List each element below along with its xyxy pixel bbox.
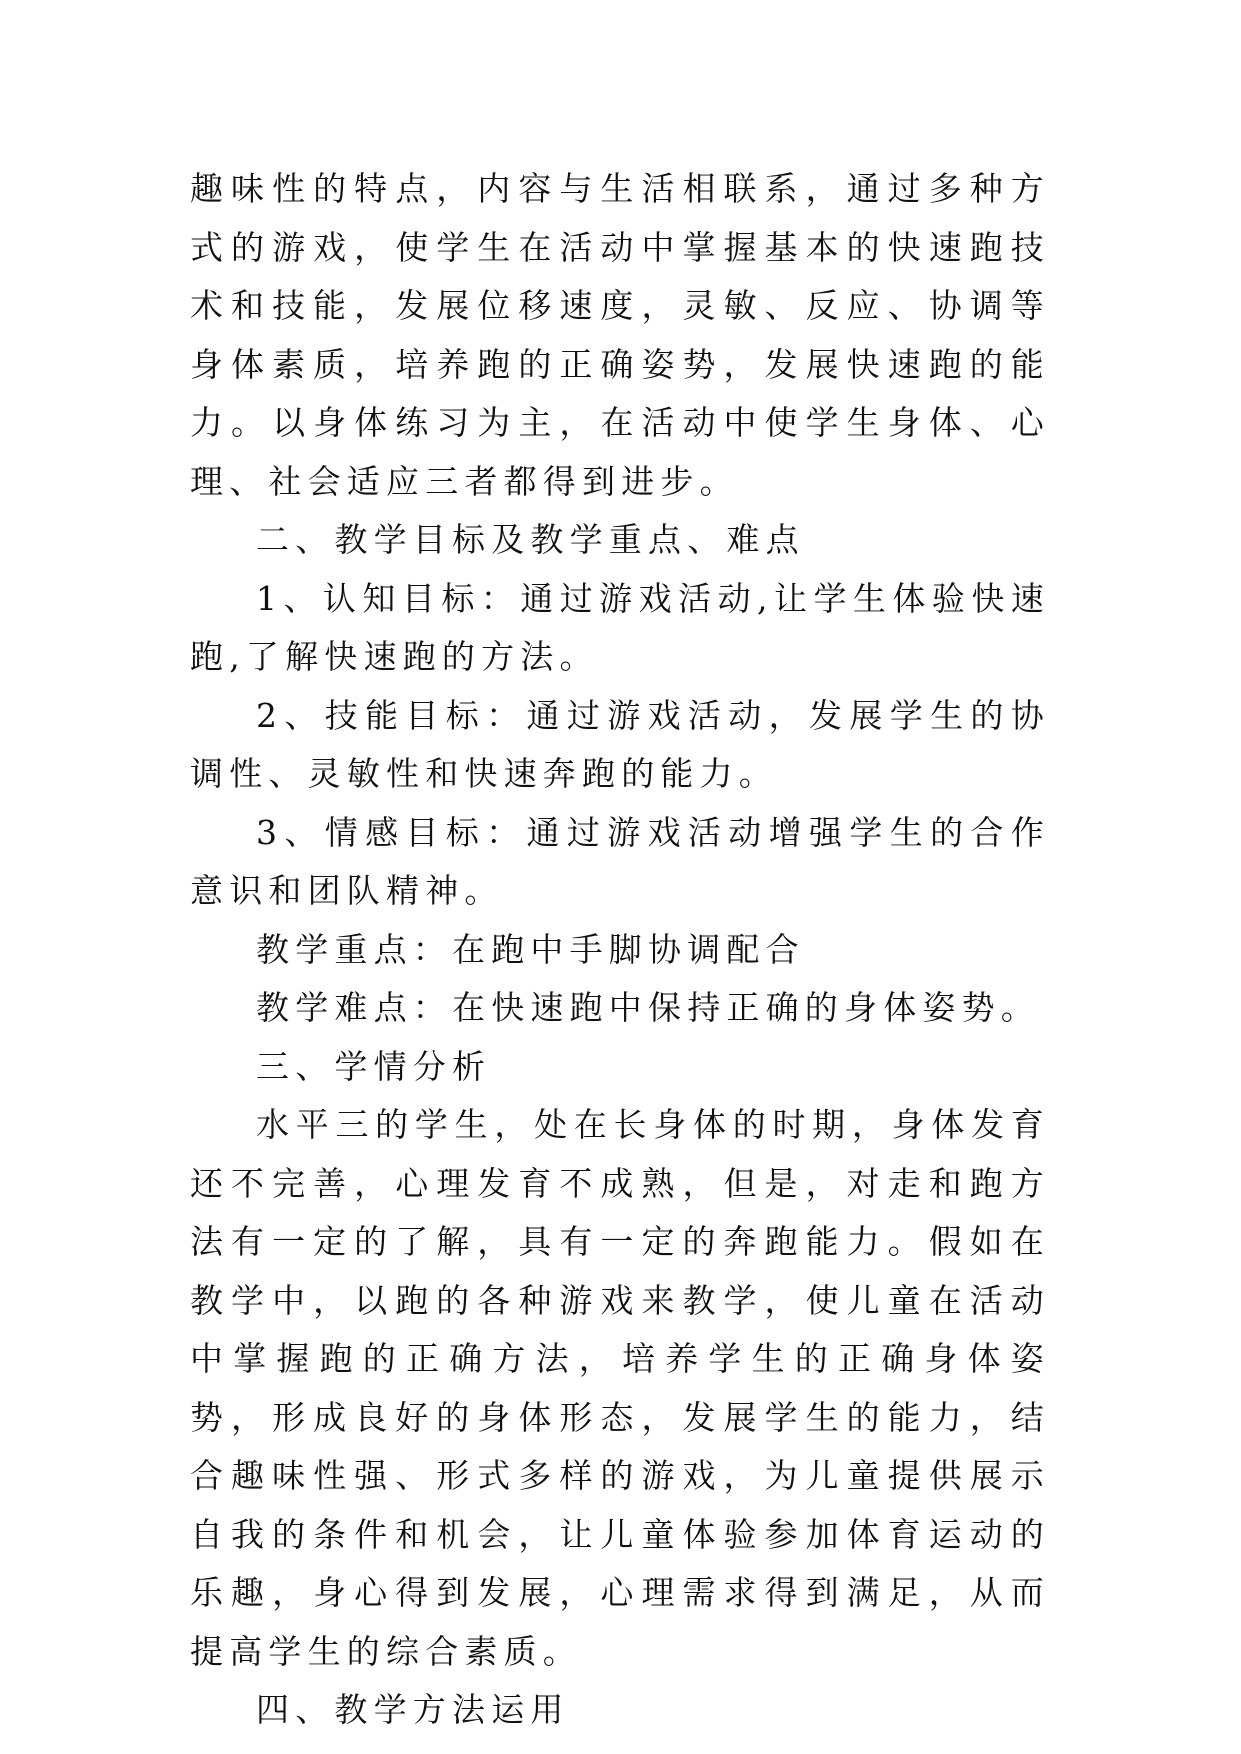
paragraph-student-analysis: 水平三的学生，处在长身体的时期，身体发育还不完善，心理发育不成熟，但是，对走和跑方法有一定的了解，具有一定的奔跑能力。假如在教学中，以跑的各种游戏来教学，使儿童在活动中掌握跑的正确方法，培养学生的正确身体姿势，形成良好的身体形态，发展学生的能力，结合趣味性强、形式多样的游戏，为儿童提供展示自我的条件和机会，让儿童体验参加体育运动的乐趣，身心得到发展，心理需求得到满足，从而提高学生的综合素质。: [190, 1105, 1050, 1671]
paragraph-key-point: 教学重点：在跑中手脚协调配合: [256, 929, 805, 969]
paragraph-skill-goal: 2、技能目标：通过游戏活动，发展学生的协调性、灵敏性和快速奔跑的能力。: [190, 695, 1050, 793]
document-body: [190, 160, 1050, 1740]
section-heading-objectives: 二、教学目标及教学重点、难点: [256, 520, 805, 559]
paragraph-continuation: 趣味性的特点，内容与生活相联系，通过多种方式的游戏，使学生在活动中掌握基本的快速跑技术和技能，发展位移速度，灵敏、反应、协调等身体素质，培养跑的正确姿势，发展快速跑的能力。以身体练习为主，在活动中使学生身体、心理、社会适应三者都得到进步。: [190, 169, 1050, 501]
section-heading-analysis: 三、学情分析: [256, 1046, 492, 1086]
section-heading-methods: 四、教学方法运用: [256, 1690, 570, 1729]
paragraph-difficult-point: 教学难点：在快速跑中保持正确的身体姿势。: [256, 988, 1040, 1027]
paragraph-cognitive-goal: 1、认知目标：通过游戏活动,让学生体验快速跑,了解快速跑的方法。: [190, 578, 1050, 676]
paragraph-emotional-goal: 3、情感目标：通过游戏活动增强学生的合作意识和团队精神。: [190, 812, 1050, 910]
